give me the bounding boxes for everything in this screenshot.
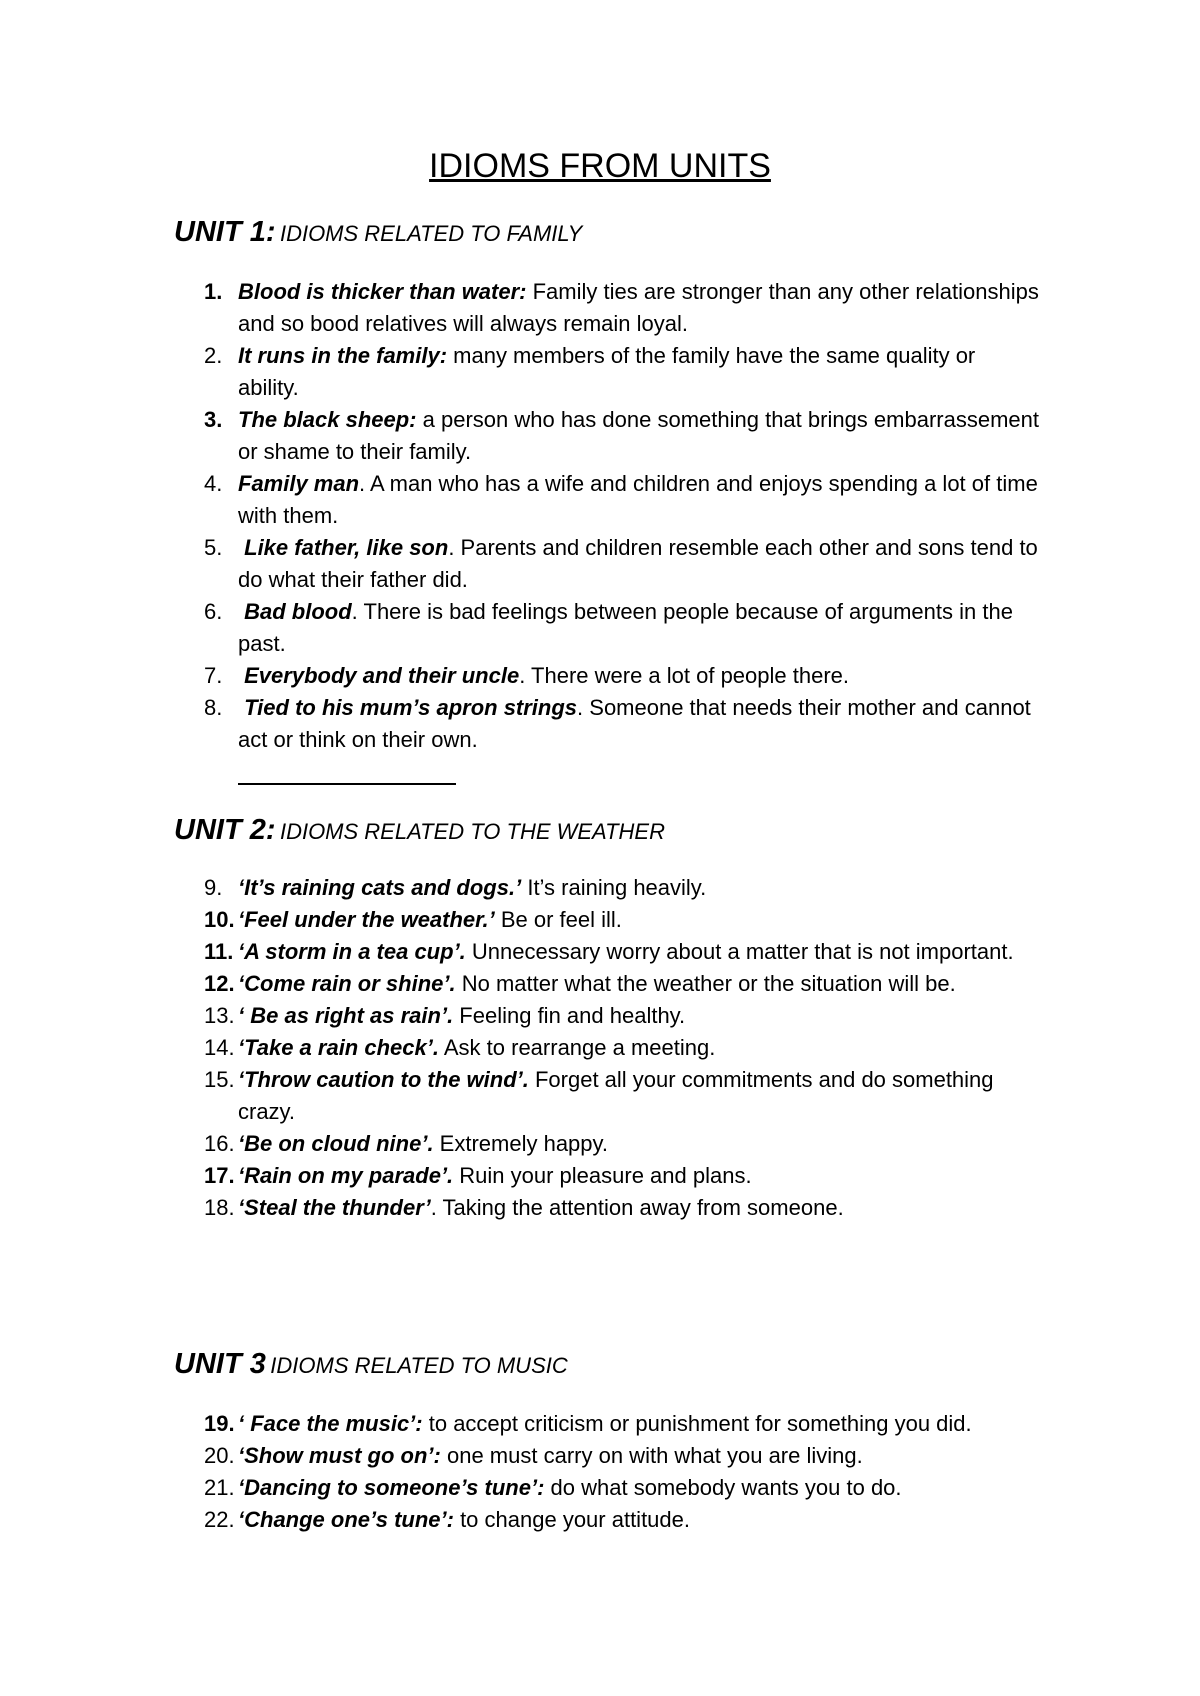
idiom-item [0, 276, 1040, 340]
item-number: 1. [204, 279, 223, 304]
idiom-item [0, 1032, 1040, 1064]
idiom-item [0, 1000, 1040, 1032]
item-number: 20. [204, 1443, 235, 1468]
idiom-term: Like father, like son [238, 535, 449, 560]
idiom-term: Blood is thicker than water: [238, 279, 527, 304]
unit-label: UNIT 1: [174, 216, 276, 248]
item-number: 7. [204, 663, 223, 688]
unit-subtitle: IDIOMS RELATED TO FAMILY [279, 221, 583, 246]
item-number: 19. [204, 1411, 235, 1436]
item-number: 14. [204, 1035, 235, 1060]
idiom-term: It runs in the family: [238, 343, 448, 368]
idiom-item [0, 404, 1040, 468]
idiom-definition: Unnecessary worry about a matter that is not important. [465, 939, 1014, 964]
idiom-term: ‘Throw caution to the wind’. [238, 1067, 529, 1092]
idiom-item [0, 936, 1040, 968]
idiom-item [0, 1408, 1040, 1440]
item-number: 22. [204, 1507, 235, 1532]
idiom-definition: . Parents and children resemble each other and sons tend to do what their father did. [238, 535, 1038, 592]
idiom-definition: Ask to rearrange a meeting. [438, 1035, 716, 1060]
idiom-item [0, 596, 1040, 660]
unit-label: UNIT 2: [174, 814, 276, 846]
idiom-definition: . There is bad feelings between people because of arguments in the past. [238, 599, 1013, 656]
item-number: 21. [204, 1475, 235, 1500]
idiom-item [0, 532, 1040, 596]
idiom-term: ‘ Be as right as rain’. [238, 1003, 454, 1028]
unit-1-heading [174, 214, 582, 255]
item-number: 6. [204, 599, 223, 624]
idiom-item [0, 1440, 1040, 1472]
idiom-definition: It’s raining heavily. [521, 875, 707, 900]
idiom-term: ‘Change one’s tune’: [238, 1507, 454, 1532]
separator-rule [238, 783, 456, 785]
unit-label: UNIT 3 [174, 1348, 266, 1380]
idiom-definition: Ruin your pleasure and plans. [453, 1163, 752, 1188]
idiom-item [0, 904, 1040, 936]
unit-2-idiom-list [0, 872, 1200, 1224]
idiom-definition: to accept criticism or punishment for something you did. [422, 1411, 972, 1436]
unit-1-idiom-list [0, 276, 1200, 756]
idiom-definition: . Someone that needs their mother and cannot act or think on their own. [238, 695, 1031, 752]
document-title: IDIOMS FROM UNITS [429, 147, 771, 185]
idiom-item [0, 660, 1040, 692]
idiom-item [0, 1192, 1040, 1224]
item-number: 17. [204, 1163, 235, 1188]
item-number: 13. [204, 1003, 235, 1028]
idiom-definition: many members of the family have the same quality or ability. [238, 343, 976, 400]
idiom-item [0, 1160, 1040, 1192]
idiom-term: ‘Rain on my parade’. [238, 1163, 454, 1188]
idiom-term: ‘Dancing to someone’s tune’: [238, 1475, 545, 1500]
idiom-item [0, 1064, 1040, 1128]
idiom-item [0, 1128, 1040, 1160]
idiom-definition: Forget all your commitments and do something crazy. [238, 1067, 994, 1124]
idiom-term: ‘Steal the thunder’ [238, 1195, 431, 1220]
item-number: 12. [204, 971, 235, 996]
idiom-definition: No matter what the weather or the situation will be. [455, 971, 956, 996]
idiom-definition: . Taking the attention away from someone. [430, 1195, 844, 1220]
idiom-term: ‘Show must go on’: [238, 1443, 441, 1468]
idiom-definition: a person who has done something that brings embarrassement or shame to their family. [238, 407, 1039, 464]
idiom-item [0, 872, 1040, 904]
item-number: 5. [204, 535, 223, 560]
idiom-item [0, 1472, 1040, 1504]
item-number: 16. [204, 1131, 235, 1156]
idiom-term: Family man [238, 471, 360, 496]
idiom-term: Bad blood [238, 599, 352, 624]
idiom-term: ‘It’s raining cats and dogs.’ [238, 875, 522, 900]
idiom-definition: Feeling fin and healthy. [453, 1003, 686, 1028]
idiom-definition: Be or feel ill. [494, 907, 622, 932]
unit-3-heading [174, 1346, 568, 1387]
unit-subtitle: IDIOMS RELATED TO MUSIC [270, 1353, 568, 1378]
unit-3-idiom-list [0, 1408, 1200, 1536]
item-number: 9. [204, 875, 223, 900]
item-number: 18. [204, 1195, 235, 1220]
idiom-item [0, 692, 1040, 756]
item-number: 8. [204, 695, 223, 720]
idiom-term: ‘Take a rain check’. [238, 1035, 439, 1060]
idiom-item [0, 968, 1040, 1000]
item-number: 3. [204, 407, 223, 432]
idiom-definition: to change your attitude. [453, 1507, 691, 1532]
idiom-term: The black sheep: [238, 407, 417, 432]
idiom-definition: do what somebody wants you to do. [544, 1475, 902, 1500]
item-number: 4. [204, 471, 223, 496]
idiom-definition: Family ties are stronger than any other relationships and so bood relatives will always remain loyal. [238, 279, 1039, 336]
item-number: 2. [204, 343, 223, 368]
unit-2-heading [174, 812, 665, 853]
idiom-term: ‘Feel under the weather.’ [238, 907, 495, 932]
item-number: 10. [204, 907, 235, 932]
idiom-item [0, 1504, 1040, 1536]
item-number: 15. [204, 1067, 235, 1092]
idiom-term: Tied to his mum’s apron strings [238, 695, 578, 720]
unit-subtitle: IDIOMS RELATED TO THE WEATHER [279, 819, 665, 844]
idiom-term: ‘A storm in a tea cup’. [238, 939, 466, 964]
idiom-term: ‘ Face the music’: [238, 1411, 423, 1436]
idiom-term: ‘Come rain or shine’. [238, 971, 456, 996]
idiom-term: Everybody and their uncle [238, 663, 520, 688]
idiom-definition: . There were a lot of people there. [519, 663, 849, 688]
item-number: 11. [204, 939, 234, 964]
idiom-item [0, 468, 1040, 532]
idiom-item [0, 340, 1040, 404]
idiom-definition: Extremely happy. [433, 1131, 609, 1156]
idiom-term: ‘Be on cloud nine’. [238, 1131, 434, 1156]
idiom-definition: . A man who has a wife and children and enjoys spending a lot of time with them. [238, 471, 1038, 528]
idiom-definition: one must carry on with what you are living. [440, 1443, 863, 1468]
